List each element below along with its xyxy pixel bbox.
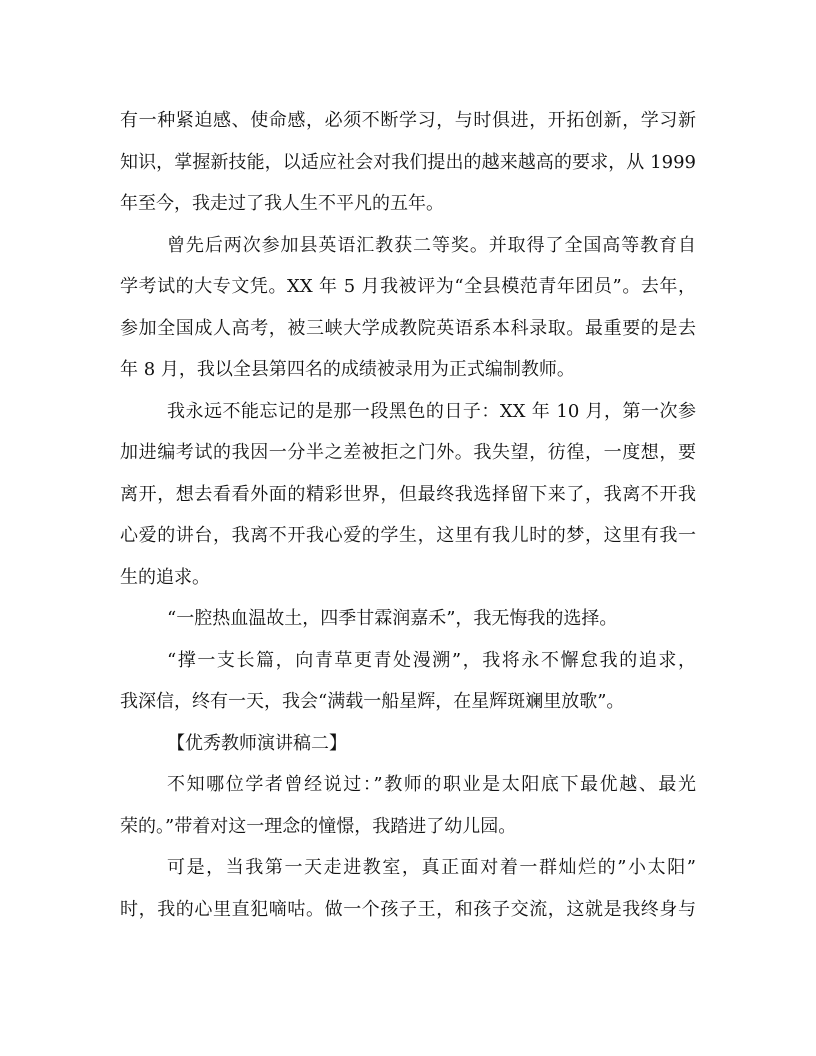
text-line: 参加全国成人高考，被三峡大学成教院英语系本科录取。最重要的是去 <box>120 317 696 339</box>
text-line: 不知哪位学者曾经说过：”教师的职业是太阳底下最优越、最光 <box>167 774 696 795</box>
text-line: 生的追求。 <box>120 566 210 588</box>
text-line: 加进编考试的我因一分半之差被拒之门外。我失望，彷徨，一度想，要 <box>120 442 696 463</box>
text-line: 年至今，我走过了我人生不平凡的五年。 <box>120 193 444 214</box>
text-line: 有一种紧迫感、使命感，必须不断学习，与时俱进，开拓创新，学习新 <box>120 110 696 131</box>
text-line: 荣的。”带着对这一理念的憧憬，我踏进了幼儿园。 <box>120 815 517 837</box>
text-line: 时，我的心里直犯嘀咕。做一个孩子王，和孩子交流，这就是我终身与 <box>120 898 696 920</box>
text-line: 心爱的讲台，我离不开我心爱的学生，这里有我儿时的梦，这里有我一 <box>120 525 696 546</box>
text-line: 年 8 月，我以全县第四名的成绩被录用为正式编制教师。 <box>120 359 575 380</box>
document-body <box>120 100 696 930</box>
text-line: 离开，想去看看外面的精彩世界，但最终我选择留下来了，我离不开我 <box>120 483 696 505</box>
section-heading: 【优秀教师演讲稿二】 <box>167 732 347 754</box>
text-line: “撑一支长篇，向青草更青处漫溯”，我将永不懈怠我的追求， <box>167 649 696 671</box>
text-line: 我永远不能忘记的是那一段黑色的日子：XX 年 10 月，第一次参 <box>167 400 696 422</box>
text-line: 可是，当我第一天走进教室，真正面对着一群灿烂的”小太阳” <box>167 857 696 878</box>
text-line: 学考试的大专文凭。XX 年 5 月我被评为“全县模范青年团员”。去年， <box>120 276 696 297</box>
text-line: 曾先后两次参加县英语汇教获二等奖。并取得了全国高等教育自 <box>167 234 696 256</box>
text-line: “一腔热血温故土，四季甘霖润嘉禾”，我无悔我的选择。 <box>167 608 618 629</box>
text-line: 我深信，终有一天，我会“满载一船星辉，在星辉斑斓里放歌”。 <box>120 691 625 712</box>
text-line: 知识，掌握新技能，以适应社会对我们提出的越来越高的要求，从 1999 <box>120 151 696 173</box>
